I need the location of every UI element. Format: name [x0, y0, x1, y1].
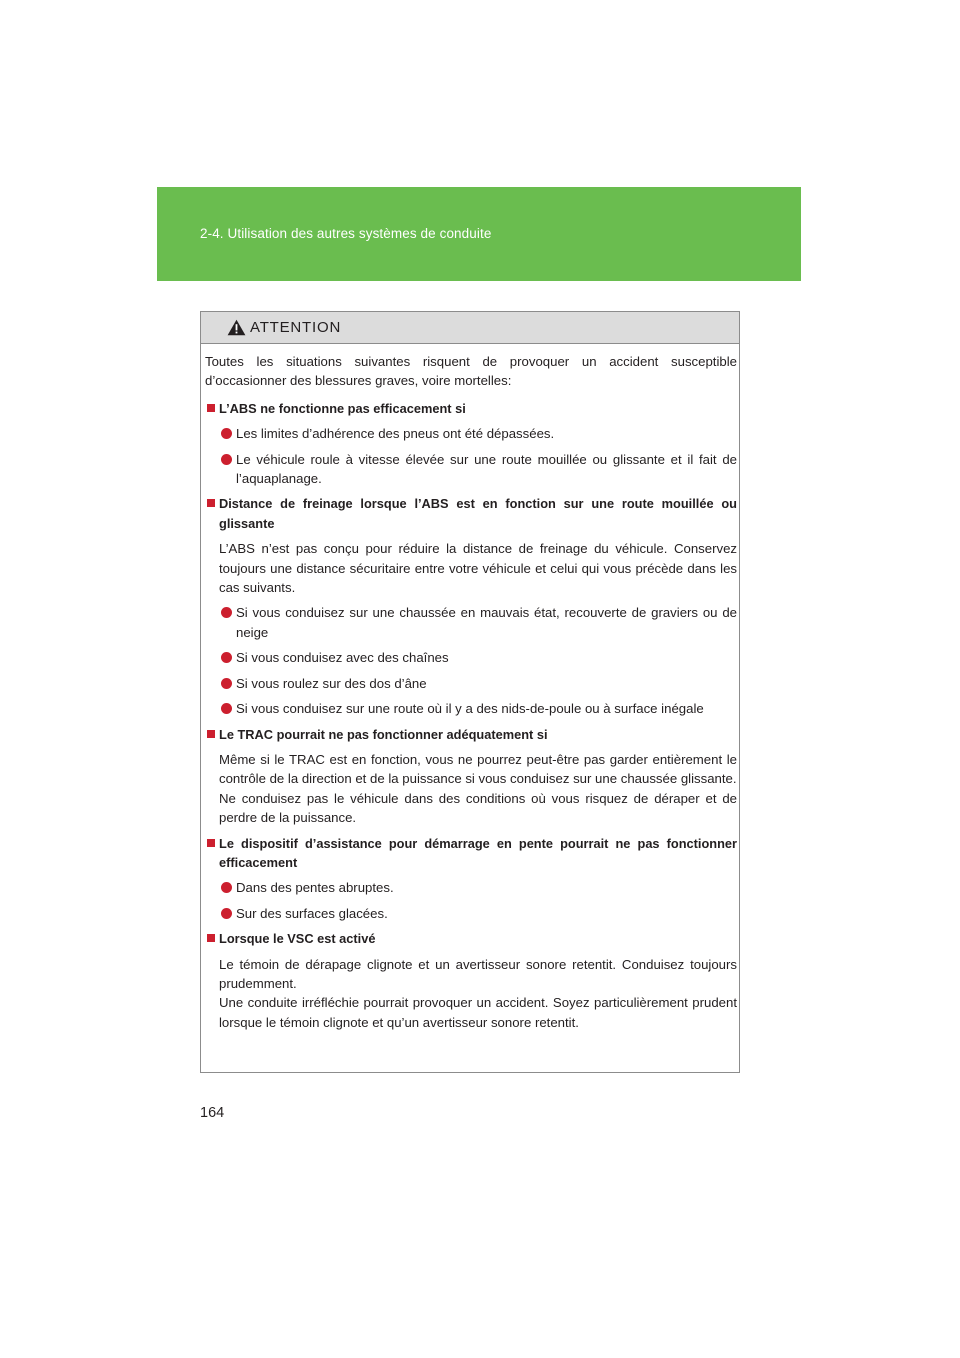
heading-hill-start-assist: Le dispositif d’assistance pour démarrage en pente pourrait ne pas fonctionner efficacement — [205, 834, 737, 873]
red-bullet-icon — [221, 908, 232, 919]
red-bullet-icon — [221, 652, 232, 663]
paragraph: Le témoin de dérapage clignote et un avertisseur sonore retentit. Conduisez toujours prudemment. — [219, 956, 737, 991]
list-item: Si vous conduisez avec des chaînes — [205, 648, 737, 667]
red-square-icon — [207, 730, 215, 738]
list-item: Dans des pentes abruptes. — [205, 878, 737, 897]
section-title: 2-4. Utilisation des autres systèmes de conduite — [200, 226, 492, 241]
list-item: Le véhicule roule à vitesse élevée sur une route mouillée ou glissante et il fait de l’aquaplanage. — [205, 450, 737, 489]
page-number: 164 — [200, 1105, 225, 1121]
list-item: Si vous conduisez sur une route où il y a des nids-de-poule ou à surface inégale — [205, 699, 737, 718]
heading-abs-inefficient: L’ABS ne fonctionne pas efficacement si — [205, 399, 737, 418]
paragraph: Une conduite irréfléchie pourrait provoquer un accident. Soyez particulièrement prudent lorsque le témoin clignote et qu’un avertisseur sonore retentit. — [219, 995, 737, 1030]
warning-triangle-icon — [227, 319, 246, 336]
red-square-icon — [207, 839, 215, 847]
attention-box — [200, 311, 740, 1073]
attention-header — [201, 312, 739, 344]
list-item: Sur des surfaces glacées. — [205, 904, 737, 923]
red-square-icon — [207, 934, 215, 942]
paragraph: Même si le TRAC est en fonction, vous ne pourrez peut-être pas garder entièrement le contrôle de la direction et de la puissance si vous conduisez sur une chaussée glissante. — [219, 751, 737, 787]
red-bullet-icon — [221, 703, 232, 714]
heading-braking-distance: Distance de freinage lorsque l’ABS est en fonction sur une route mouillée ou glissante — [205, 494, 737, 533]
red-bullet-icon — [221, 678, 232, 689]
red-square-icon — [207, 404, 215, 412]
list-item: Si vous conduisez sur une chaussée en mauvais état, recouverte de graviers ou de neige — [205, 603, 737, 642]
red-bullet-icon — [221, 428, 232, 439]
intro-text: Toutes les situations suivantes risquent de provoquer un accident susceptible d’occasionner des blessures graves, voire mortelles: — [205, 354, 737, 389]
list-item: Si vous roulez sur des dos d’âne — [205, 674, 737, 693]
paragraph: Ne conduisez pas le véhicule dans des conditions où vous risquez de déraper et de perdre de la puissance. — [219, 790, 737, 826]
attention-title: ATTENTION — [250, 319, 342, 336]
red-square-icon — [207, 499, 215, 507]
heading-trac: Le TRAC pourrait ne pas fonctionner adéquatement si — [205, 725, 737, 744]
red-bullet-icon — [221, 882, 232, 893]
list-item: Les limites d’adhérence des pneus ont été dépassées. — [205, 424, 737, 443]
attention-content — [205, 352, 737, 1038]
paragraph: L’ABS n’est pas conçu pour réduire la distance de freinage du véhicule. Conservez toujours une distance sécuritaire entre votre véhicule et celui qui vous précède dans les cas suivants. — [219, 541, 737, 596]
heading-vsc-active: Lorsque le VSC est activé — [205, 929, 737, 948]
red-bullet-icon — [221, 454, 232, 465]
red-bullet-icon — [221, 607, 232, 618]
